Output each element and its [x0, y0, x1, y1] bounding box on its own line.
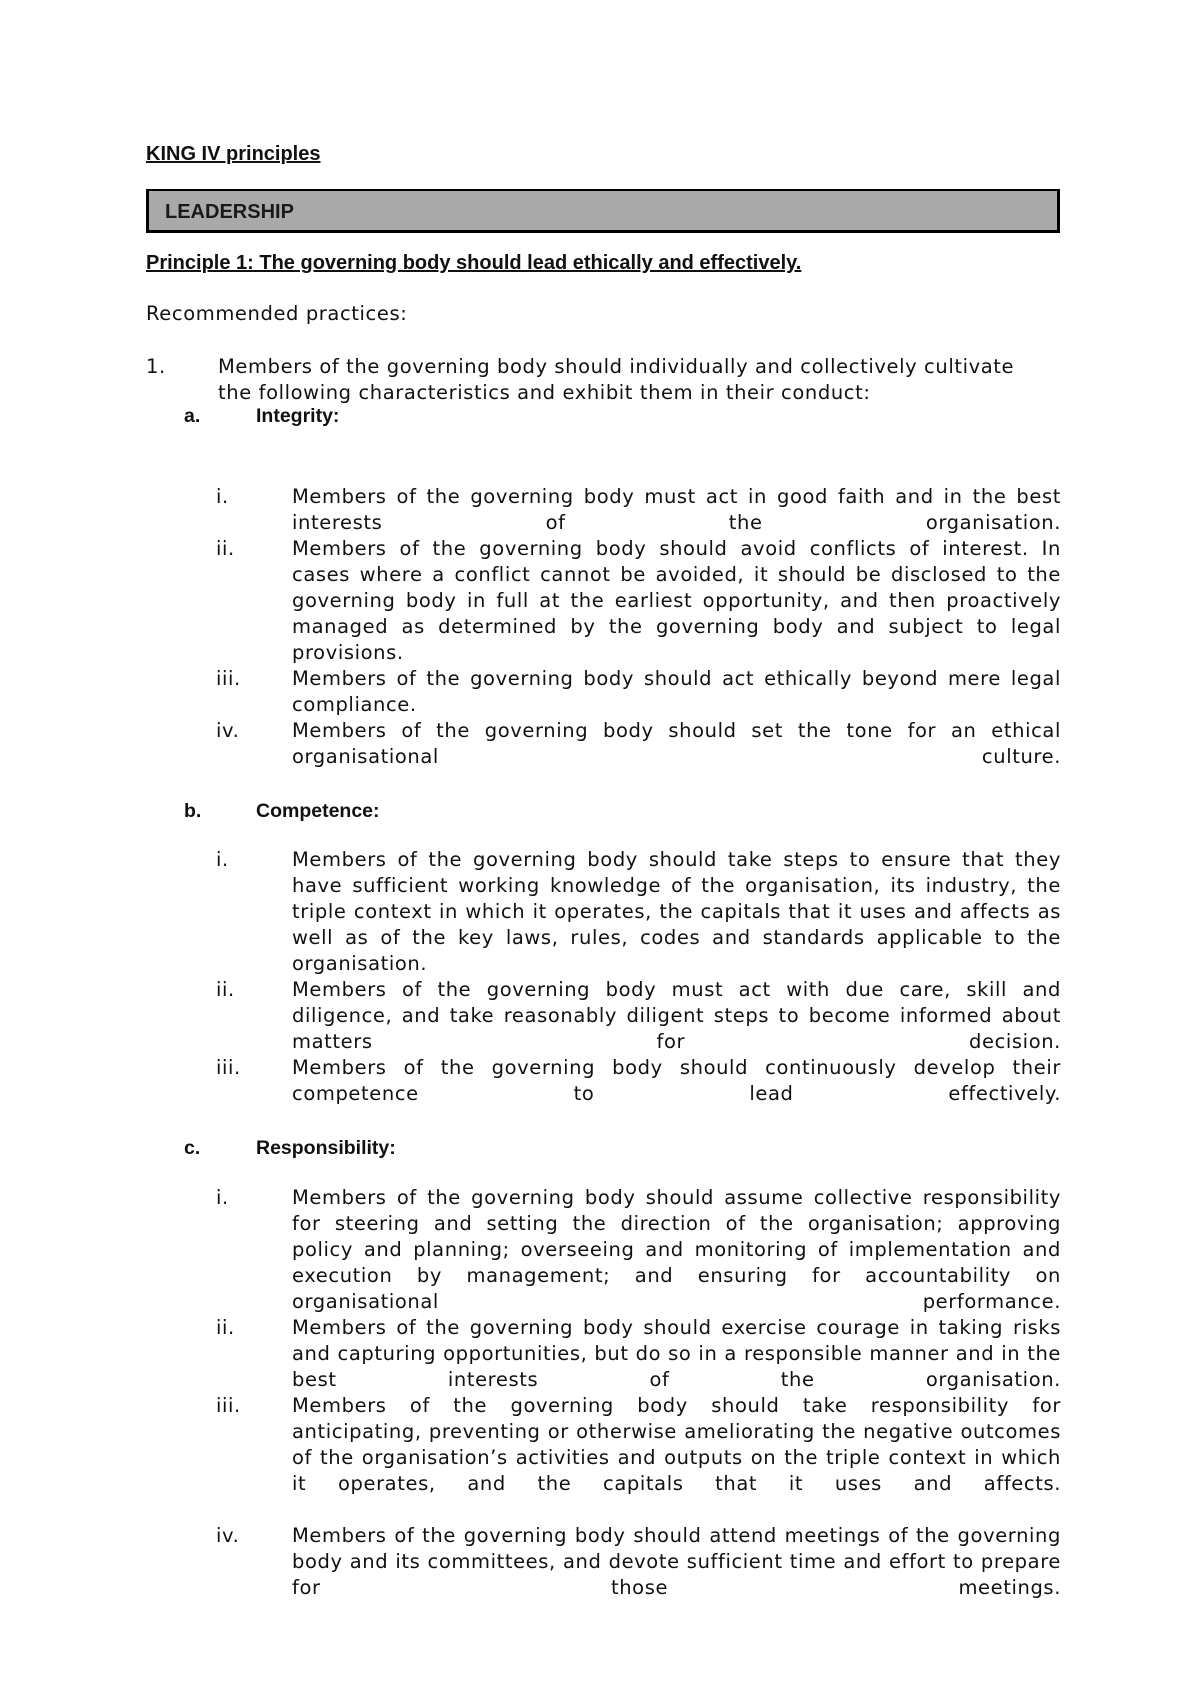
principle-heading: Principle 1: The governing body should lead ethically and effectively. — [146, 252, 802, 274]
item-numeral: i. — [216, 485, 229, 508]
item-text: Members of the governing body must act in good faith and in the best interests of the organisation. — [292, 485, 1061, 534]
document-title: KING IV principles — [146, 143, 321, 165]
item-numeral: iv. — [216, 719, 240, 742]
item-numeral: iii. — [216, 1394, 241, 1417]
subsection-letter: a. — [184, 405, 201, 427]
item-numeral: ii. — [216, 978, 235, 1001]
item-text: Members of the governing body should avoid conflicts of interest. In cases where a conflict cannot be avoided, it should be disclosed to the governing body in full at the earliest opportunity, and then proactively managed as determined by the governing body and subject to legal provisions. — [292, 537, 1061, 664]
item-text: Members of the governing body should take steps to ensure that they have sufficient working knowledge of the organisation, its industry, the triple context in which it operates, the capitals that it uses and affects as well as of the key laws, rules, codes and standards applicable to the organisation. — [292, 848, 1061, 975]
item-text: Members of the governing body should set the tone for an ethical organisational culture. — [292, 719, 1061, 768]
item-numeral: iii. — [216, 1056, 241, 1079]
section-header-label: LEADERSHIP — [165, 201, 294, 223]
item-numeral: ii. — [216, 537, 235, 560]
section-header-box — [146, 189, 1060, 233]
item-text: Members of the governing body should assume collective responsibility for steering and setting the direction of the organisation; approving policy and planning; overseeing and monitoring of implementation and execution by management; and ensuring for accountability on organisational performance. — [292, 1186, 1061, 1313]
item-text: Members of the governing body should exercise courage in taking risks and capturing opportunities, but do so in a responsible manner and in the best interests of the organisation. — [292, 1316, 1061, 1391]
item-text: Members of the governing body should continuously develop their competence to lead effectively. — [292, 1056, 1061, 1105]
subsection-letter: c. — [184, 1137, 201, 1159]
item-numeral: i. — [216, 848, 229, 871]
item-text: Members of the governing body must act with due care, skill and diligence, and take reasonably diligent steps to become informed about matters for decision. — [292, 978, 1061, 1053]
practice-item-text: Members of the governing body should individually and collectively cultivate the following characteristics and exhibit them in their conduct: — [218, 355, 1015, 404]
practice-item-number: 1. — [146, 355, 166, 378]
item-numeral: ii. — [216, 1316, 235, 1339]
subsection-letter: b. — [184, 800, 202, 822]
item-text: Members of the governing body should act ethically beyond mere legal compliance. — [292, 667, 1061, 716]
item-numeral: iii. — [216, 667, 241, 690]
subsection-label: Integrity: — [256, 405, 340, 427]
subsection-label: Responsibility: — [256, 1137, 396, 1159]
item-text: Members of the governing body should attend meetings of the governing body and its committees, and devote sufficient time and effort to prepare for those meetings. — [292, 1524, 1061, 1599]
item-numeral: i. — [216, 1186, 229, 1209]
item-text: Members of the governing body should take responsibility for anticipating, preventing or otherwise ameliorating the negative outcomes of the organisation’s activities and outputs on the triple context in which it operates, and the capitals that it uses and affects. — [292, 1394, 1061, 1495]
recommended-practices-label: Recommended practices: — [146, 302, 408, 325]
item-numeral: iv. — [216, 1524, 240, 1547]
subsection-label: Competence: — [256, 800, 380, 822]
